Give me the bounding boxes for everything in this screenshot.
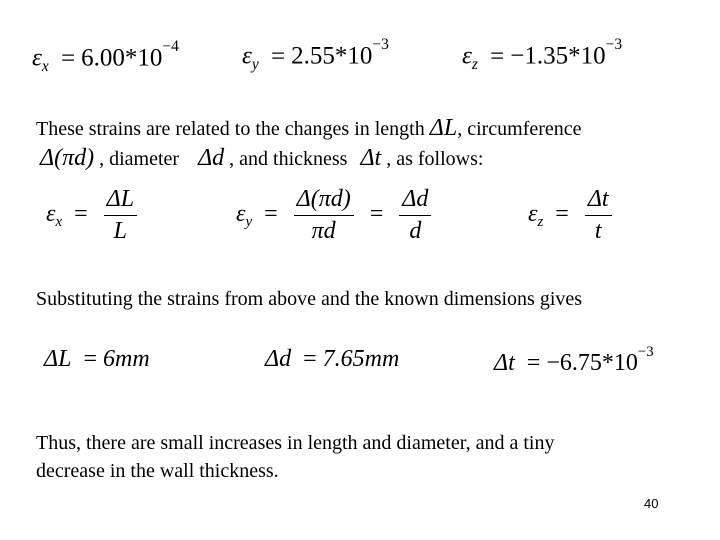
delta-diameter-value: 7.65mm [322, 346, 400, 372]
denominator: t [594, 218, 602, 244]
relation-x-equation [46, 186, 141, 245]
fraction-dpid-over-pid [294, 186, 354, 245]
strain-z-exponent: −3 [605, 36, 623, 53]
equals-sign: = [74, 201, 88, 228]
times-ten: *10 [568, 42, 606, 70]
equals-sign: = [303, 346, 317, 372]
denominator: πd [311, 218, 336, 244]
equals-sign: = [526, 350, 541, 377]
intro-text: These strains are related to the changes in length [36, 118, 425, 140]
subscript-z: z [471, 56, 478, 74]
relation-y-equation [236, 186, 435, 245]
numerator: Δt [585, 186, 612, 216]
strain-x-exponent: −4 [162, 38, 179, 55]
numerator: Δd [399, 186, 431, 216]
intro-tail-text: , as follows: [386, 148, 484, 170]
strain-z-mantissa: −1.35 [510, 42, 569, 70]
fraction-dt-over-t [585, 186, 612, 245]
delta-thickness-symbol: Δt [494, 350, 515, 377]
result-dl-equation [44, 346, 150, 373]
strain-y-exponent: −3 [372, 36, 389, 53]
substituting-sentence: Substituting the strains from above and the known dimensions gives [36, 288, 583, 310]
subscript-y: y [251, 56, 259, 74]
subscript-z: z [537, 214, 544, 231]
fraction-dd-over-d [399, 186, 431, 245]
intro-diameter-text: , diameter [99, 148, 180, 170]
times-ten: *10 [124, 44, 163, 72]
result-dd-equation [265, 346, 399, 373]
fraction-dl-over-l [104, 186, 137, 245]
conclusion-line-1: Thus, there are small increases in length and diameter, and a tiny [36, 432, 555, 454]
strain-x-mantissa: 6.00 [81, 44, 125, 72]
epsilon-symbol: ε [242, 42, 252, 70]
equals-sign: = [83, 346, 97, 372]
delta-length-symbol: ΔL [429, 115, 458, 141]
denominator: L [113, 218, 128, 244]
delta-diameter-symbol: Δd [198, 145, 225, 171]
equals-sign: = [264, 201, 278, 228]
equals-sign: = [369, 201, 384, 228]
denominator: d [409, 218, 422, 244]
page-number: 40 [644, 496, 659, 511]
equals-sign: = [490, 42, 505, 70]
delta-thickness-symbol: Δt [360, 145, 382, 171]
subscript-y: y [245, 214, 253, 231]
relation-z-equation [528, 186, 616, 245]
intro-line-1 [36, 115, 582, 143]
delta-length-symbol: ΔL [44, 346, 72, 372]
strain-x-equation [32, 38, 179, 76]
strain-y-equation [242, 36, 389, 74]
delta-circumference-symbol: Δ(πd) [40, 145, 95, 171]
times-ten: *10 [334, 42, 373, 70]
epsilon-symbol: ε [528, 201, 538, 228]
intro-circumference-text: , circumference [457, 118, 582, 140]
delta-length-value: 6mm [102, 346, 150, 372]
strain-z-equation [462, 36, 622, 74]
conclusion-line-2: decrease in the wall thickness. [36, 460, 279, 482]
subscript-x: x [41, 58, 49, 76]
epsilon-symbol: ε [32, 44, 42, 72]
result-dt-equation [494, 344, 654, 377]
delta-diameter-symbol: Δd [265, 346, 292, 372]
equals-sign: = [271, 42, 286, 70]
strain-y-mantissa: 2.55 [291, 42, 335, 70]
equals-sign: = [555, 201, 569, 228]
subscript-x: x [55, 214, 63, 231]
delta-thickness-mantissa: −6.75 [546, 350, 602, 377]
epsilon-symbol: ε [462, 42, 472, 70]
epsilon-symbol: ε [236, 201, 246, 228]
numerator: ΔL [104, 186, 137, 216]
epsilon-symbol: ε [46, 201, 56, 228]
equals-sign: = [61, 44, 76, 72]
intro-thickness-text: , and thickness [229, 148, 348, 170]
numerator: Δ(πd) [294, 186, 354, 216]
intro-line-2 [40, 145, 483, 173]
times-ten: *10 [601, 350, 638, 377]
delta-thickness-exponent: −3 [637, 344, 654, 360]
